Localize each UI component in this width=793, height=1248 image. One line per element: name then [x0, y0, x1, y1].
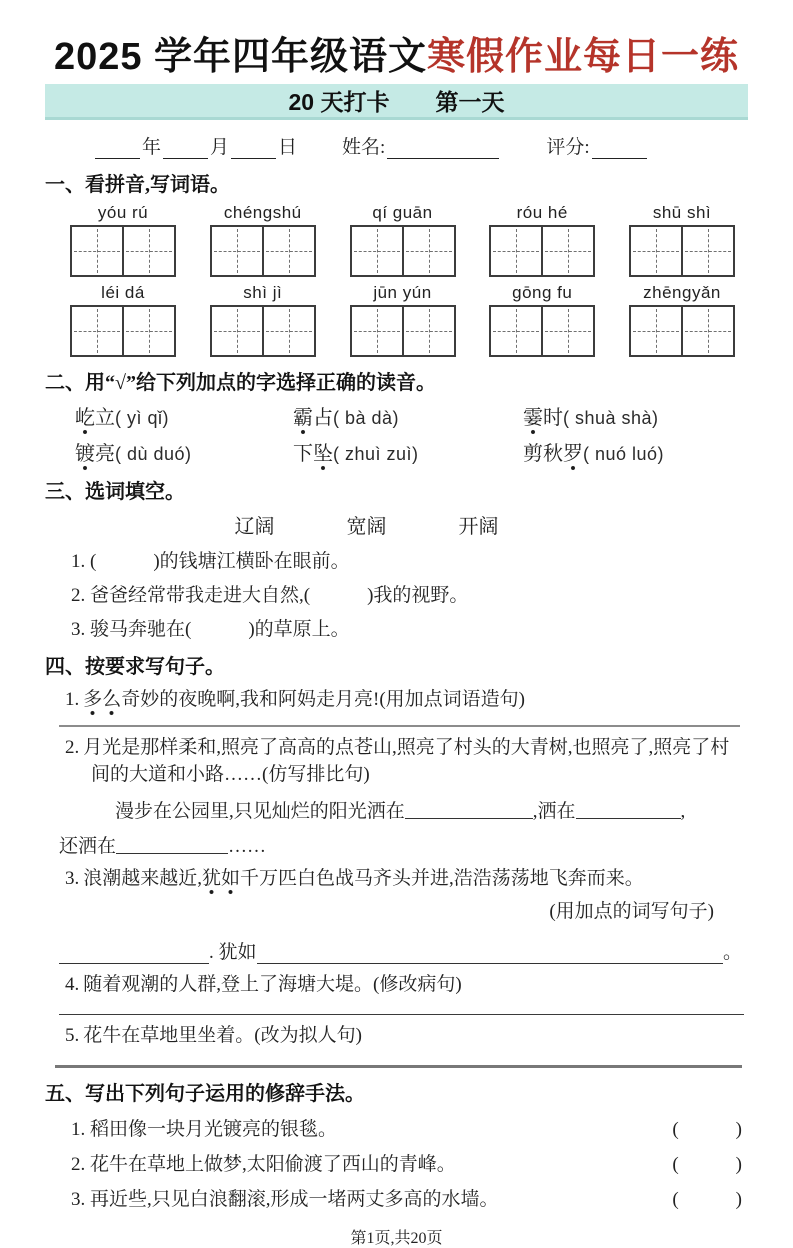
pinyin-label: chéngshú: [223, 202, 302, 222]
question-1: [45, 686, 748, 713]
writing-cell[interactable]: [262, 225, 316, 277]
question-text: 花牛在草地里坐着。(改为拟人句): [83, 1024, 362, 1046]
rhetoric-item: [45, 1149, 748, 1176]
word-post: 立: [95, 406, 115, 429]
writing-grid: [629, 305, 735, 357]
section2-items: [45, 401, 748, 466]
writing-cell[interactable]: [629, 305, 683, 357]
writing-cell[interactable]: [70, 305, 124, 357]
section3-heading: 三、选词填空。: [45, 480, 185, 503]
pinyin-row-2: [45, 283, 748, 357]
writing-cell[interactable]: [681, 225, 735, 277]
pinyin-label: yóu rú: [97, 202, 149, 222]
rhetoric-item: [45, 1184, 748, 1211]
word-block: [69, 283, 177, 357]
answer-parens[interactable]: ( ): [672, 1153, 742, 1175]
word-block: [69, 203, 177, 277]
pinyin-label: jūn yún: [373, 282, 432, 302]
word-block: [488, 203, 596, 277]
answer-parens[interactable]: ( ): [672, 1118, 742, 1140]
section2-heading: 二、用“√”给下列加点的字选择正确的读音。: [45, 371, 436, 394]
word-block: [209, 203, 317, 277]
pinyin-label: róu hé: [516, 202, 568, 222]
question-text: 随着观潮的人群,登上了海塘大堤。(修改病句): [83, 973, 462, 995]
fill-text: 还洒在: [59, 835, 117, 857]
question-5: [45, 1022, 748, 1049]
question-3-note: (用加点的词写句子): [549, 900, 714, 922]
writing-grid: [629, 225, 735, 277]
section-divider: [55, 1065, 742, 1068]
word-option: 宽阔: [346, 515, 387, 538]
rhetoric-item: [45, 1114, 748, 1141]
month-blank[interactable]: [163, 139, 208, 159]
writing-cell[interactable]: [350, 305, 404, 357]
writing-cell[interactable]: [541, 225, 595, 277]
question-text: 浪潮越来越近,: [83, 867, 203, 889]
answer-line[interactable]: [59, 725, 740, 727]
word-block: [628, 203, 736, 277]
pronunciation-item[interactable]: [523, 437, 748, 466]
answer-period: 。: [722, 941, 742, 963]
fill-text: ,洒在: [532, 800, 576, 822]
pinyin-options: ( yì qǐ): [115, 407, 170, 428]
writing-cell[interactable]: [122, 305, 176, 357]
name-blank[interactable]: [387, 139, 499, 159]
year-label: 年: [142, 136, 162, 158]
pinyin-label: léi dá: [101, 282, 145, 302]
writing-cell[interactable]: [70, 225, 124, 277]
question-text: 千万匹白色战马齐头并进,浩浩荡荡地飞奔而来。: [240, 867, 644, 889]
question-2: [45, 734, 748, 788]
word-block: [209, 283, 317, 357]
pinyin-label: qí guān: [372, 202, 433, 222]
writing-cell[interactable]: [210, 305, 264, 357]
question-number: 2.: [65, 736, 80, 758]
writing-cell[interactable]: [402, 305, 456, 357]
info-line: [93, 132, 748, 159]
pinyin-label: shì jì: [243, 282, 283, 302]
pronunciation-item[interactable]: [75, 401, 293, 430]
section5-heading: 五、写出下列句子运用的修辞手法。: [45, 1082, 365, 1105]
pinyin-options: ( dù duó): [115, 443, 192, 464]
answer-parens[interactable]: ( ): [672, 1188, 742, 1210]
word-pre: 剪秋: [523, 442, 563, 465]
dotted-char: 霸: [293, 407, 313, 435]
pronunciation-item[interactable]: [75, 437, 293, 466]
day-label: 日: [278, 136, 298, 158]
fill-item[interactable]: 3. 骏马奔驰在( )的草原上。: [71, 618, 350, 640]
fill-text: 漫步在公园里,只见灿烂的阳光洒在: [115, 800, 405, 822]
score-blank[interactable]: [592, 139, 647, 159]
pinyin-label: shū shì: [652, 202, 712, 222]
writing-cell[interactable]: [350, 225, 404, 277]
day-blank[interactable]: [231, 139, 276, 159]
question-number: 3.: [65, 867, 80, 889]
title-black-part: 2025 学年四年级语文: [53, 36, 428, 78]
dotted-char: 坠: [313, 443, 333, 471]
sentence-text: 3. 再近些,只见白浪翻滚,形成一堵两丈多高的水墙。: [71, 1188, 499, 1210]
answer-connector: . 犹如: [209, 941, 257, 963]
word-block: [349, 283, 457, 357]
writing-grid: [210, 225, 316, 277]
pinyin-options: ( bà dà): [333, 407, 400, 428]
word-options: [45, 510, 748, 539]
word-block: [488, 283, 596, 357]
fill-item[interactable]: 1. ( )的钱塘江横卧在眼前。: [71, 550, 350, 572]
dotted-char: 屹: [75, 407, 95, 435]
answer-blank[interactable]: [257, 945, 723, 964]
day-banner: [45, 84, 748, 120]
dotted-word: 多么: [83, 689, 121, 716]
sentence-text: 2. 花牛在草地上做梦,太阳偷渡了西山的青峰。: [71, 1153, 456, 1175]
pinyin-options: ( zhuì zuì): [333, 443, 419, 464]
writing-cell[interactable]: [541, 305, 595, 357]
writing-cell[interactable]: [629, 225, 683, 277]
writing-cell[interactable]: [489, 225, 543, 277]
question-number: 4.: [65, 973, 80, 995]
name-label: 姓名:: [342, 136, 386, 158]
pinyin-label: gōng fu: [512, 282, 573, 302]
pronunciation-item[interactable]: [523, 401, 748, 430]
answer-blank[interactable]: [59, 945, 209, 964]
question-3-answer-row: [59, 937, 742, 964]
question-text: 奇妙的夜晚啊,我和阿妈走月亮!(用加点词语造句): [121, 688, 525, 710]
writing-cell[interactable]: [262, 305, 316, 357]
writing-grid: [70, 225, 176, 277]
writing-cell[interactable]: [122, 225, 176, 277]
writing-grid: [70, 305, 176, 357]
question-number: 5.: [65, 1024, 80, 1046]
writing-grid: [210, 305, 316, 357]
dotted-word: 犹如: [202, 868, 240, 895]
writing-cell[interactable]: [210, 225, 264, 277]
pronunciation-item[interactable]: [293, 437, 523, 466]
section1-heading: 一、看拼音,写词语。: [45, 173, 230, 196]
question-number: 1.: [65, 688, 80, 710]
dotted-char: 镀: [75, 443, 95, 471]
title-red-part: 寒假作业每日一练: [427, 36, 740, 78]
month-label: 月: [210, 136, 230, 158]
answer-blank[interactable]: [576, 800, 681, 819]
question-text: 月光是那样柔和,照亮了高高的点苍山,照亮了村头的大青树,也照亮了,照亮了村间的大道和小路……(仿写排比句): [83, 736, 730, 785]
word-post: 亮: [95, 442, 115, 465]
year-blank[interactable]: [95, 139, 140, 159]
pronunciation-item[interactable]: [293, 401, 523, 430]
writing-cell[interactable]: [681, 305, 735, 357]
answer-line[interactable]: [59, 1014, 744, 1015]
writing-cell[interactable]: [489, 305, 543, 357]
pinyin-label: zhēngyǎn: [643, 282, 721, 302]
sentence-text: 1. 稻田像一块月光镀亮的银毯。: [71, 1118, 338, 1140]
word-block: [349, 203, 457, 277]
pinyin-options: ( nuó luó): [583, 443, 665, 464]
question-4: [45, 971, 748, 998]
writing-cell[interactable]: [402, 225, 456, 277]
page-title: [45, 36, 748, 80]
question-3: [45, 865, 748, 892]
writing-grid: [489, 225, 595, 277]
dotted-char: 霎: [523, 407, 543, 435]
writing-grid: [350, 225, 456, 277]
word-post: 时: [543, 406, 563, 429]
fill-item[interactable]: 2. 爸爸经常带我走进大自然,( )我的视野。: [71, 584, 469, 606]
fill-text: ,: [680, 800, 686, 822]
answer-blank[interactable]: [116, 835, 228, 854]
score-label: 评分:: [546, 136, 590, 158]
day-banner-text: 20 天打卡 第一天: [288, 88, 505, 115]
word-post: 占: [313, 406, 333, 429]
writing-grid: [489, 305, 595, 357]
page-footer: 第1页,共20页: [350, 1229, 443, 1247]
writing-grid: [350, 305, 456, 357]
word-block: [628, 283, 736, 357]
section4-heading: 四、按要求写句子。: [45, 655, 225, 678]
word-option: 辽阔: [234, 515, 275, 538]
pinyin-options: ( shuà shà): [563, 407, 659, 428]
word-pre: 下: [293, 442, 313, 465]
pinyin-row-1: [45, 203, 748, 277]
question-2-fill-line-2: [45, 831, 748, 858]
word-option: 开阔: [458, 515, 499, 538]
answer-blank[interactable]: [405, 800, 533, 819]
fill-text: ……: [228, 835, 267, 857]
dotted-char: 罗: [563, 443, 583, 471]
question-2-fill-line-1: [45, 796, 748, 823]
